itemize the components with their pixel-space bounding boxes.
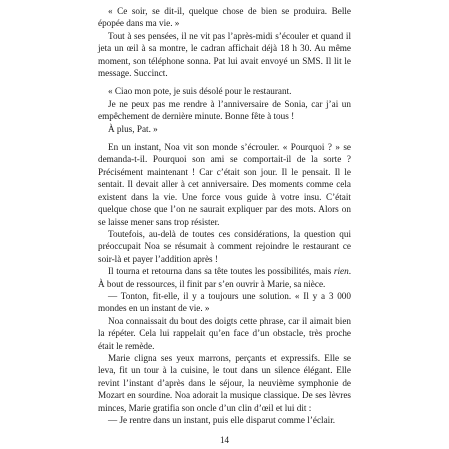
sms-line-1: « Ciao mon pote, je suis désolé pour le restaurant. <box>108 86 292 97</box>
paragraph-3: En un instant, Noa vit son monde s’écrouler. « Pourquoi ? » se demanda-t-il. Pourquoi son ami se comportait-il de la sorte ? Précisément maintenant ! Car c’était son jour. Il le pensait. Il le sentait. Il devait aller à cet anniversaire. Des moments comme cela existent dans la vie. Une force vous guide à votre insu. C’était quelque chose que l’on ne saurait expliquer par des mots. Alors on se laisse mener sans trop résister. <box>98 142 351 227</box>
paragraph-2: Tout à ses pensées, il ne vit pas l’après-midi s’écouler et quand il jeta un œil à sa montre, le cadran affichait déjà 18 h 30. Au même moment, son téléphone sonna. Pat lui avait envoyé un SMS. Il lit le message. Succinct. <box>98 30 351 79</box>
dialogue-1: — Tonton, fit-elle, il y a toujours une solution. « Il y a 3 000 mondes en un instant de vie. » <box>98 290 351 314</box>
paragraph-6: Noa connaissait du bout des doigts cette phrase, car il aimait bien la répéter. Cela lui rappelait qu’en face d’un obstacle, très proche était le remède. <box>98 315 351 351</box>
emphasis-rien: rien <box>333 266 349 277</box>
page-number: 14 <box>220 435 229 445</box>
sms-line-3: À plus, Pat. » <box>108 123 158 134</box>
paragraph-1: « Ce soir, se dit-il, quelque chose de bien se produira. Belle épopée dans ma vie. » <box>98 6 351 29</box>
paragraph-7: Marie cligna ses yeux marrons, perçants et expressifs. Elle se leva, fit un tour à la cuisine, le tout dans un silence élégant. Elle revint l’instant d’après dans le séjour, la neuvième symphonie de Mozart en sourdine. Noa adorait la musique classique. De ses lèvres minces, Marie gratifia son oncle d’un clin d’œil et lui dit : <box>98 352 351 413</box>
sms-line-2: Je ne peux pas me rendre à l’anniversaire de Sonia, car j’ai un empêchement de dernière minute. Bonne fête à tous ! <box>98 98 351 122</box>
dialogue-2: — Je rentre dans un instant, puis elle disparut comme l’éclair. <box>108 415 336 425</box>
paragraph-4: Toutefois, au-delà de toutes ces considérations, la question qui préoccupait Noa se résumait à comment rejoindre le restaurant ce soir-là et payer l’addition après ! <box>98 228 351 264</box>
body-text <box>98 5 351 426</box>
paragraph-5: Il tourna et retourna dans sa tête toutes les possibilités, mais rien. À bout de ressources, il finit par s’en ouvrir à Marie, sa nièce. <box>98 266 351 289</box>
